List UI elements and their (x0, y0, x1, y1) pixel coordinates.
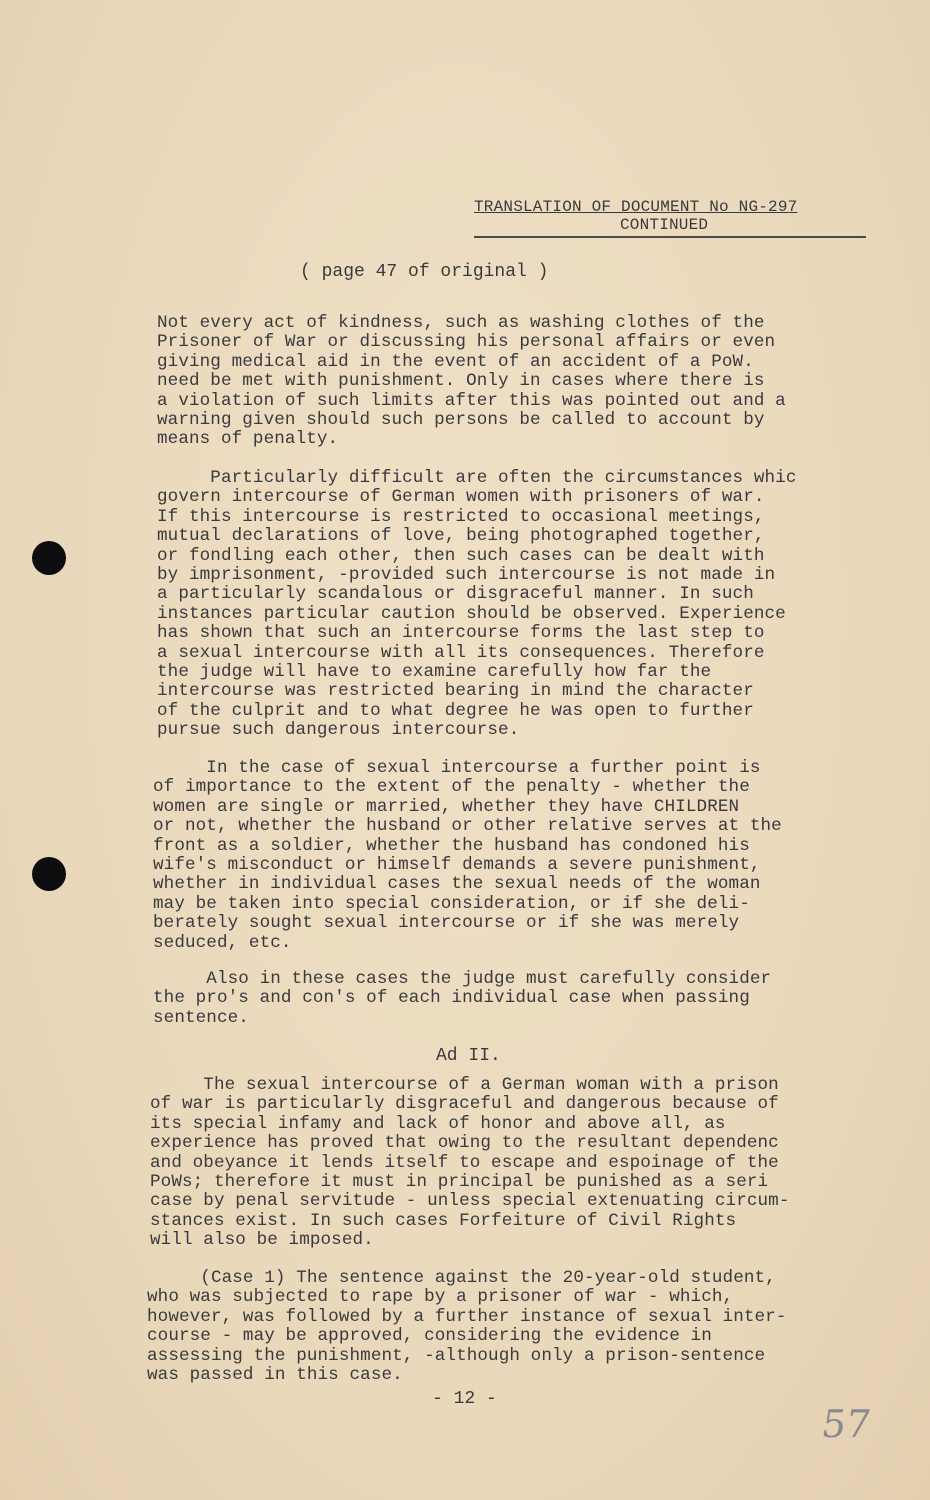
paragraph-case-1: (Case 1) The sentence against the 20-year-old student, who was subjected to rape by a prisoner of war - which, however, was followed by a further instance of sexual inter- course - may be approved, considering the evidence in assessing the punishment, -although only a prison-sentence was passed in this case. (147, 1268, 787, 1386)
header-continued: CONTINUED (620, 216, 709, 234)
paragraph-sexual-intercourse: In the case of sexual intercourse a further point is of importance to the extent of the penalty - whether the women are single or married, whether they have CHILDREN or not, whether the husband or other relative serves at the front as a soldier, whether the husband has condoned his wife's misconduct or himself demands a severe punishment, whether in individual cases the sexual needs of the woman may be taken into special consideration, or if she deli- berately sought sexual intercourse or if she was merely seduced, etc. (153, 758, 782, 953)
paragraph-intercourse: Particularly difficult are often the circumstances whic govern intercourse of German women with prisoners of war. If this intercourse is restricted to occasional meetings, mutual declarations of love, being photographed together, or fondling each other, then such cases can be dealt with by imprisonment, -provided such intercourse is not made in a particularly scandalous or disgraceful manner. In such instances particular caution should be observed. Experience has shown that such an intercourse forms the last step to a sexual intercourse with all its consequences. Therefore the judge will have to examine carefully how far the intercourse was restricted bearing in mind the character of the culprit and to what degree he was open to further pursue such dangerous intercourse. (157, 468, 797, 741)
handwritten-page-stamp: 57 (818, 1402, 874, 1446)
header-title: TRANSLATION OF DOCUMENT No NG-297 (474, 198, 798, 216)
document-header (474, 198, 866, 238)
punch-hole-lower (32, 857, 66, 891)
header-rule (474, 236, 866, 238)
paragraph-kindness: Not every act of kindness, such as washing clothes of the Prisoner of War or discussing his personal affairs or even giving medical aid in the event of an accident of a PoW. need be met with punishment. Only in cases where there is a violation of such limits after this was pointed out and a warning given should such persons be called to account by means of penalty. (157, 313, 786, 450)
section-heading: Ad II. (436, 1046, 501, 1066)
punch-hole-upper (32, 541, 66, 575)
paragraph-ad-ii: The sexual intercourse of a German woman with a prison of war is particularly disgraceful and dangerous because of its special infamy and lack of honor and above all, as experience has proved that owing to the resultant dependenc and obeyance it lends itself to escape and espoinage of the PoWs; therefore it must in principal be punished as a seri case by penal servitude - unless special extenuating circum- stances exist. In such cases Forfeiture of Civil Rights will also be imposed. (150, 1075, 790, 1251)
page-number: - 12 - (432, 1389, 497, 1409)
paragraph-judge: Also in these cases the judge must carefully consider the pro's and con's of each individual case when passing sentence. (153, 969, 772, 1028)
original-page-reference: ( page 47 of original ) (300, 262, 549, 282)
